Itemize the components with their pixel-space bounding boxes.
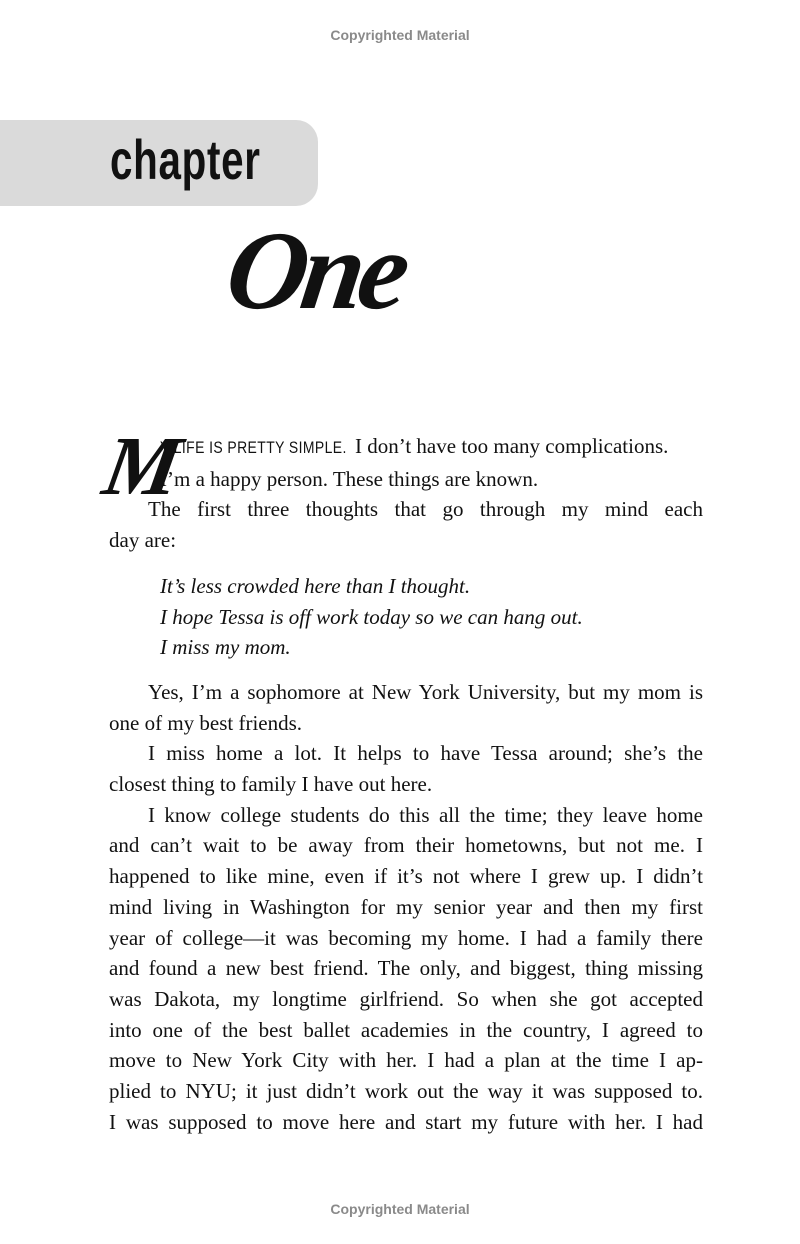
paragraph bbox=[109, 800, 703, 1138]
text-line: Yes, I’m a sophomore at New York University, but my mom is bbox=[148, 679, 703, 704]
chapter-body bbox=[96, 420, 703, 1137]
paragraph bbox=[109, 494, 703, 555]
chapter-label: chapter bbox=[110, 128, 261, 191]
paragraph bbox=[109, 677, 703, 738]
text-line: move to New York City with her. I had a plan at the time I ap- bbox=[109, 1048, 703, 1073]
text-line: one of my best friends. bbox=[109, 710, 303, 735]
drop-cap: M bbox=[96, 420, 188, 513]
chapter-number: One bbox=[219, 209, 412, 333]
small-caps-lead: Y LIFE IS PRETTY SIMPLE. bbox=[160, 438, 347, 457]
thought-line: It’s less crowded here than I thought. bbox=[160, 573, 471, 598]
text-line: and can’t wait to be away from their hometowns, but not me. I bbox=[109, 833, 703, 858]
text-line: I was supposed to move here and start my future with her. I had bbox=[109, 1109, 703, 1134]
text-line: mind living in Washington for my senior year and then my first bbox=[109, 894, 703, 919]
text-line: and found a new best friend. The only, and biggest, thing missing bbox=[109, 956, 703, 981]
text-line: closest thing to family I have out here. bbox=[109, 772, 433, 797]
text-line: was Dakota, my longtime girlfriend. So when she got accepted bbox=[109, 986, 703, 1011]
thoughts-list bbox=[160, 571, 703, 663]
text-line: I miss home a lot. It helps to have Tessa around; she’s the bbox=[148, 741, 703, 766]
text-line: day are: bbox=[109, 528, 177, 553]
paragraph bbox=[109, 738, 703, 799]
text-line: happened to like mine, even if it’s not where I grew up. I didn’t bbox=[109, 864, 703, 889]
text-span: I don’t have too many complications. bbox=[349, 434, 669, 458]
thought-line: I miss my mom. bbox=[160, 635, 291, 660]
text-line: year of college—it was becoming my home. I had a family there bbox=[109, 925, 703, 950]
text-line: I’m a happy person. These things are known. bbox=[160, 466, 539, 491]
thought-line: I hope Tessa is off work today so we can hang out. bbox=[160, 604, 583, 629]
text-line: plied to NYU; it just didn’t work out the way it was supposed to. bbox=[109, 1079, 703, 1104]
text-line bbox=[109, 431, 703, 464]
text-line: The first three thoughts that go through my mind each bbox=[148, 497, 703, 522]
text-line: I know college students do this all the time; they leave home bbox=[148, 802, 703, 827]
copyright-footer: Copyrighted Material bbox=[330, 1201, 470, 1217]
text-line: into one of the best ballet academies in the country, I agreed to bbox=[109, 1017, 703, 1042]
copyright-header: Copyrighted Material bbox=[330, 27, 470, 43]
